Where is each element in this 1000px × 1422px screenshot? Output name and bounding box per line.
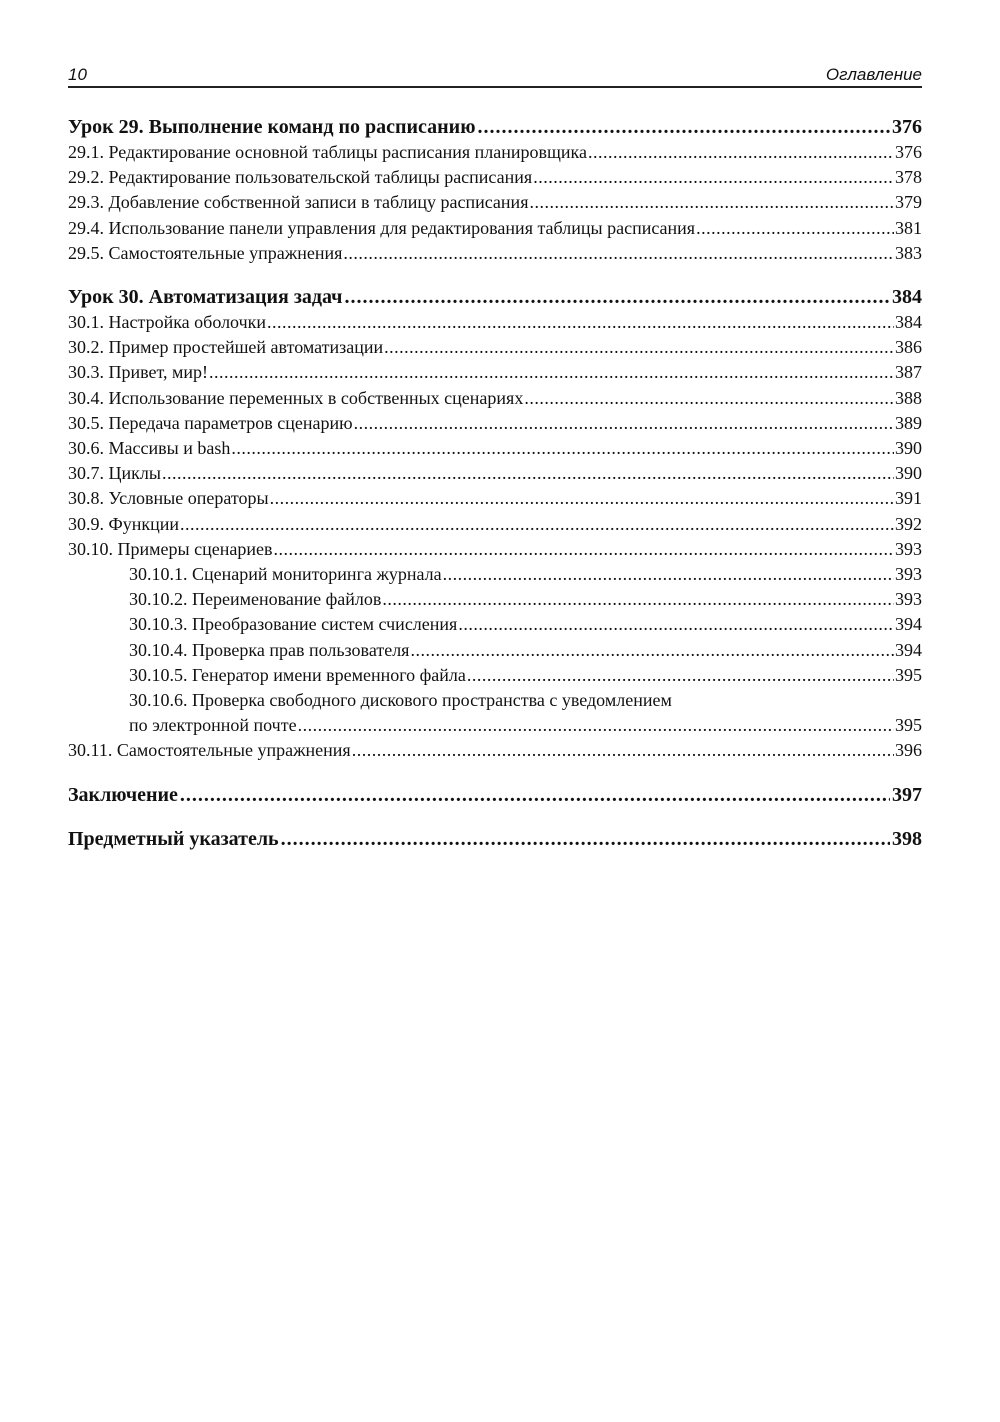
toc-entry-29-3[interactable]: 29.3. Добавление собственной записи в таблицу расписания . . . 379 [68, 190, 922, 215]
toc-entry-29-2[interactable]: 29.2. Редактирование пользовательской таблицы расписания . . . 378 [68, 165, 922, 190]
toc-entry-30-2[interactable]: 30.2. Пример простейшей автоматизации . . . 386 [68, 335, 922, 360]
toc-entry-30-11[interactable]: 30.11. Самостоятельные упражнения . . . 396 [68, 738, 922, 763]
toc-entry-30-10-6[interactable]: 30.10.6. Проверка свободного дискового пространства с уведомлением [129, 690, 672, 711]
dot-leader [352, 738, 894, 763]
dot-leader [298, 713, 894, 738]
toc-entry-30-10-1[interactable]: 30.10.1. Сценарий мониторинга журнала . . . 393 [68, 562, 922, 587]
toc-entry-29-1[interactable]: 29.1. Редактирование основной таблицы расписания планировщика . . . 376 [68, 140, 922, 165]
dot-leader [273, 537, 894, 562]
dot-leader [344, 284, 890, 310]
dot-leader [588, 140, 894, 165]
toc-entry-29-4[interactable]: 29.4. Использование панели управления для редактирования таблицы расписания . . . 381 [68, 216, 922, 241]
toc-entry-30-9[interactable]: 30.9. Функции . . . 392 [68, 512, 922, 537]
toc-heading-conclusion[interactable]: Заключение . . . 397 [68, 782, 922, 808]
table-of-contents [68, 114, 922, 852]
dot-leader [443, 562, 894, 587]
toc-entry-30-3[interactable]: 30.3. Привет, мир! . . . 387 [68, 360, 922, 385]
toc-entry-30-6[interactable]: 30.6. Массивы и bash . . . 390 [68, 436, 922, 461]
dot-leader [477, 114, 890, 140]
dot-leader [384, 335, 894, 360]
running-header [68, 64, 922, 88]
toc-entry-29-5[interactable]: 29.5. Самостоятельные упражнения . . . 383 [68, 241, 922, 266]
dot-leader [209, 360, 894, 385]
toc-entry-30-10-5[interactable]: 30.10.5. Генератор имени временного файла . . . 395 [68, 663, 922, 688]
running-title: Оглавление [825, 65, 922, 84]
toc-entry-30-5[interactable]: 30.5. Передача параметров сценарию . . . 389 [68, 411, 922, 436]
dot-leader [410, 638, 894, 663]
toc-heading-lesson-30[interactable]: Урок 30. Автоматизация задач . . . 384 [68, 284, 922, 310]
dot-leader [354, 411, 894, 436]
dot-leader [696, 216, 894, 241]
dot-leader [180, 512, 894, 537]
toc-heading-lesson-29[interactable]: Урок 29. Выполнение команд по расписанию . . . 376 [68, 114, 922, 140]
dot-leader [533, 165, 894, 190]
toc-entry-30-10-2[interactable]: 30.10.2. Переименование файлов . . . 393 [68, 587, 922, 612]
dot-leader [180, 782, 890, 808]
toc-entry-30-1[interactable]: 30.1. Настройка оболочки . . . 384 [68, 310, 922, 335]
toc-entry-30-10-4[interactable]: 30.10.4. Проверка прав пользователя . . . 394 [68, 638, 922, 663]
dot-leader [529, 190, 894, 215]
toc-entry-30-10[interactable]: 30.10. Примеры сценариев . . . 393 [68, 537, 922, 562]
dot-leader [231, 436, 894, 461]
dot-leader [382, 587, 894, 612]
dot-leader [281, 826, 890, 852]
toc-entry-30-8[interactable]: 30.8. Условные операторы . . . 391 [68, 486, 922, 511]
dot-leader [162, 461, 894, 486]
toc-entry-30-10-6-cont[interactable]: по электронной почте . . . 395 [68, 713, 922, 738]
dot-leader [267, 310, 894, 335]
dot-leader [343, 241, 894, 266]
toc-entry-30-7[interactable]: 30.7. Циклы . . . 390 [68, 461, 922, 486]
toc-heading-index[interactable]: Предметный указатель . . . 398 [68, 826, 922, 852]
page-number: 10 [68, 65, 87, 84]
toc-entry-30-4[interactable]: 30.4. Использование переменных в собственных сценариях . . . 388 [68, 386, 922, 411]
dot-leader [467, 663, 894, 688]
dot-leader [524, 386, 894, 411]
dot-leader [270, 486, 894, 511]
toc-entry-30-10-3[interactable]: 30.10.3. Преобразование систем счисления . . . 394 [68, 612, 922, 637]
dot-leader [458, 612, 894, 637]
